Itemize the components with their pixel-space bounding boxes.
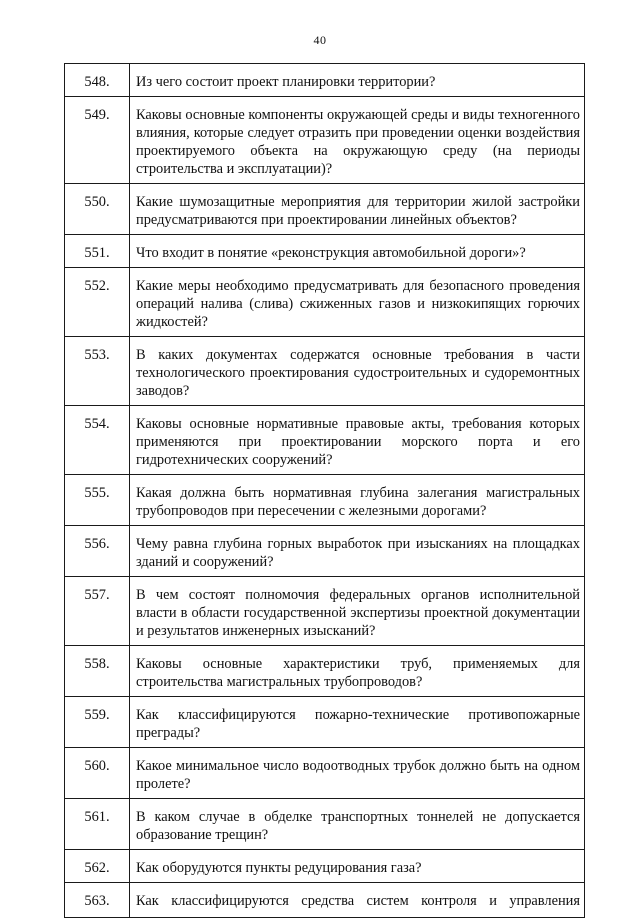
question-row (65, 799, 585, 850)
question-row (65, 337, 585, 406)
question-row (65, 406, 585, 475)
question-row (65, 748, 585, 799)
question-number: 549. (65, 97, 130, 184)
question-row (65, 475, 585, 526)
question-text: В каком случае в обделке транспортных тоннелей не допускается образование трещин? (130, 799, 585, 850)
question-row (65, 646, 585, 697)
question-number: 552. (65, 268, 130, 337)
question-number: 553. (65, 337, 130, 406)
question-text: Каковы основные нормативные правовые акты, требования которых применяются при проектировании морского порта и его гидротехнических сооружений? (130, 406, 585, 475)
question-row (65, 526, 585, 577)
question-text: Из чего состоит проект планировки территории? (130, 64, 585, 97)
question-text: Чему равна глубина горных выработок при изысканиях на площадках зданий и сооружений? (130, 526, 585, 577)
question-number: 560. (65, 748, 130, 799)
question-text: Как оборудуются пункты редуцирования газа? (130, 850, 585, 883)
question-text: Как классифицируются пожарно-технические противопожарные преграды? (130, 697, 585, 748)
page-number: 40 (313, 33, 327, 47)
question-text: Что входит в понятие «реконструкция автомобильной дороги»? (130, 235, 585, 268)
question-row (65, 64, 585, 97)
question-number: 555. (65, 475, 130, 526)
question-number: 554. (65, 406, 130, 475)
question-text: Каковы основные характеристики труб, применяемых для строительства магистральных трубопроводов? (130, 646, 585, 697)
question-text: В каких документах содержатся основные требования в части технологического проектирования судостроительных и судоремонтных заводов? (130, 337, 585, 406)
question-text: Как классифицируются средства систем контроля и управления (130, 883, 585, 918)
questions-table (64, 63, 585, 918)
question-number: 561. (65, 799, 130, 850)
question-text: Какие шумозащитные мероприятия для территории жилой застройки предусматриваются при проектировании линейных объектов? (130, 184, 585, 235)
question-number: 556. (65, 526, 130, 577)
questions-table-body (65, 64, 585, 918)
question-row (65, 184, 585, 235)
question-number: 551. (65, 235, 130, 268)
question-number: 559. (65, 697, 130, 748)
question-text: Какая должна быть нормативная глубина залегания магистральных трубопроводов при пересечении с железными дорогами? (130, 475, 585, 526)
question-text: В чем состоят полномочия федеральных органов исполнительной власти в области государственной экспертизы проектной документации и результатов инженерных изысканий? (130, 577, 585, 646)
question-number: 548. (65, 64, 130, 97)
question-number: 558. (65, 646, 130, 697)
question-text: Каковы основные компоненты окружающей среды и виды техногенного влияния, которые следует отразить при проведении оценки воздействия проектируемого объекта на окружающую среду (на периоды строительства и эксплуатации)? (130, 97, 585, 184)
question-number: 550. (65, 184, 130, 235)
question-row (65, 850, 585, 883)
question-number: 562. (65, 850, 130, 883)
question-row (65, 697, 585, 748)
question-number: 557. (65, 577, 130, 646)
question-row (65, 97, 585, 184)
question-text: Какое минимальное число водоотводных трубок должно быть на одном пролете? (130, 748, 585, 799)
question-row (65, 268, 585, 337)
question-number: 563. (65, 883, 130, 918)
question-row (65, 577, 585, 646)
question-text: Какие меры необходимо предусматривать для безопасного проведения операций налива (слива) сжиженных газов и низкокипящих горючих жидкостей? (130, 268, 585, 337)
question-row (65, 235, 585, 268)
question-row (65, 883, 585, 918)
